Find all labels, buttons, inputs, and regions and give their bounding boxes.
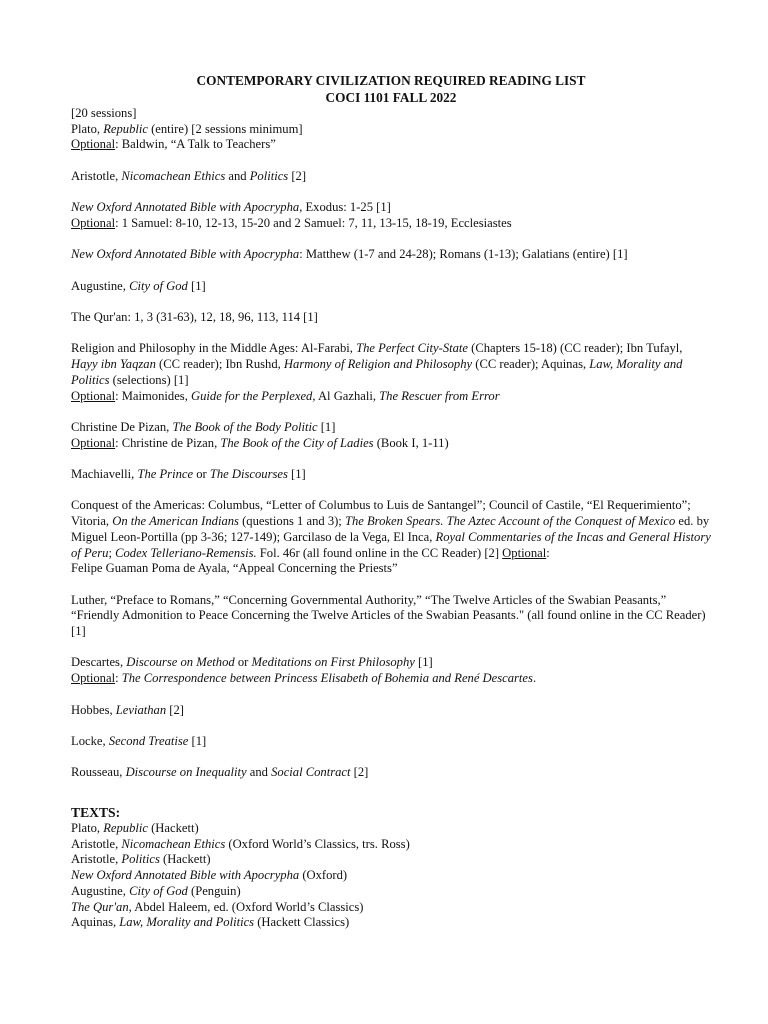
reading-machiavelli: Machiavelli, The Prince or The Discourses [1] [71,467,306,482]
text-item: Aquinas, Law, Morality and Politics (Hackett Classics) [71,915,350,930]
text-item: New Oxford Annotated Bible with Apocrypha (Oxford) [71,868,348,883]
reading-augustine: Augustine, City of God [1] [71,278,206,293]
text-item: The Qur'an, Abdel Haleem, ed. (Oxford World’s Classics) [71,899,364,914]
reading-quran: The Qur'an: 1, 3 (31-63), 12, 18, 96, 113, 114 [1] [71,310,318,325]
reading-rousseau: Rousseau, Discourse on Inequality and Social Contract [2] [71,765,369,780]
reading-aristotle: Aristotle, Nicomachean Ethics and Politics [2] [71,168,307,183]
reading-list-document [71,72,711,931]
reading-middle-ages: Religion and Philosophy in the Middle Ages: Al-Farabi, The Perfect City-State (Chapters 15-18) (CC reader); Ibn Tufayl, Hayy ibn Yaqzan (CC reader); Ibn Rushd, Harmony of Religion and Philosophy (CC reader); Aquinas, Law, Morality and Politics (selections) [1] [71,341,683,387]
text-item: Aristotle, Politics (Hackett) [71,852,211,867]
reading-americas: Conquest of the Americas: Columbus, “Letter of Columbus to Luis de Santangel”; Council of Castile, “El Requerimiento”; Vitoria, On the American Indians (questions 1 and 3); The Broken Spears. The Aztec Account of the Conquest of Mexico ed. by Miguel Leon-Portilla (pp 3-36; 127-149); Garcilaso de la Vega, El Inca, Royal Commentaries of the Incas and General History of Peru; Codex Telleriano-Remensis. Fol. 46r (all found online in the CC Reader) [2] Optional: Felipe Guaman Poma de Ayala, “Appeal Concerning the Priests” [71,498,711,576]
reading-plato: Plato, Republic (entire) [2 sessions minimum] [71,121,303,136]
texts-heading: TEXTS: [71,805,121,821]
title-line-2: COCI 1101 FALL 2022 [325,90,457,105]
reading-plato-optional: Optional: Baldwin, “A Talk to Teachers” [71,137,276,152]
document-title [71,72,711,106]
reading-bible-exodus: New Oxford Annotated Bible with Apocrypha, Exodus: 1-25 [1] [71,200,391,215]
reading-luther: Luther, “Preface to Romans,” “Concerning Governmental Authority,” “The Twelve Articles of the Swabian Peasants,” “Friendly Admonition to Peace Concerning the Twelve Articles of the Swabian Peasants." (all found online in the CC Reader) [1] [71,592,706,639]
reading-pizan-optional: Optional: Christine de Pizan, The Book of the City of Ladies (Book I, 1-11) [71,435,449,450]
reading-bible-nt: New Oxford Annotated Bible with Apocrypha: Matthew (1-7 and 24-28); Romans (1-13); Galatians (entire) [1] [71,247,628,262]
reading-locke: Locke, Second Treatise [1] [71,733,207,748]
reading-descartes-optional: Optional: The Correspondence between Princess Elisabeth of Bohemia and René Descartes. [71,671,537,686]
reading-middle-ages-optional: Optional: Maimonides, Guide for the Perplexed, Al Gazhali, The Rescuer from Error [71,388,500,403]
text-item: Plato, Republic (Hackett) [71,821,199,836]
reading-hobbes: Hobbes, Leviathan [2] [71,702,184,717]
reading-pizan: Christine De Pizan, The Book of the Body Politic [1] [71,419,336,434]
text-item: Augustine, City of God (Penguin) [71,883,241,898]
text-item: Aristotle, Nicomachean Ethics (Oxford World’s Classics, trs. Ross) [71,836,410,851]
sessions-note: [20 sessions] [71,106,137,120]
reading-descartes: Descartes, Discourse on Method or Meditations on First Philosophy [1] [71,655,433,670]
title-line-1: CONTEMPORARY CIVILIZATION REQUIRED READING LIST [196,73,586,88]
reading-bible-optional: Optional: 1 Samuel: 8-10, 12-13, 15-20 and 2 Samuel: 7, 11, 13-15, 18-19, Ecclesiastes [71,215,512,230]
